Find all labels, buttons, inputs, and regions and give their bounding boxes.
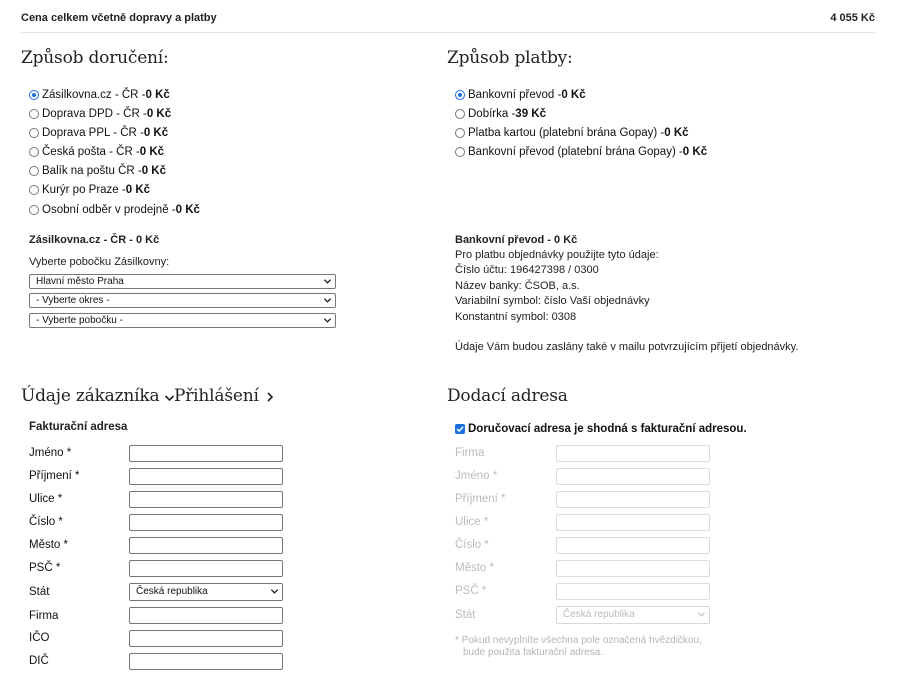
house-number-input[interactable]: [129, 514, 283, 531]
radio-selected-icon[interactable]: [455, 90, 465, 100]
street-input[interactable]: [129, 491, 283, 508]
field-label: Číslo *: [455, 539, 489, 551]
region-select-value: Hlavní město Praha: [36, 276, 124, 287]
payment-option-price: 0 Kč: [561, 89, 586, 101]
radio-icon[interactable]: [455, 128, 465, 138]
field-label: Příjmení *: [455, 493, 506, 505]
chevron-down-icon: [697, 609, 706, 620]
delivery-last-name-input[interactable]: [556, 491, 710, 508]
company-input[interactable]: [129, 607, 283, 624]
field-label: Ulice *: [455, 516, 489, 528]
delivery-country-select-value: Česká republika: [563, 609, 635, 620]
shipping-option[interactable]: [29, 144, 164, 160]
shipping-option-name: Doprava DPD - ČR -: [42, 108, 147, 120]
dic-input[interactable]: [129, 653, 283, 670]
shipping-option[interactable]: [29, 202, 200, 218]
shipping-title: Způsob doručení:: [21, 48, 169, 68]
country-select[interactable]: [129, 583, 283, 601]
delivery-note-line: * Pokud nevyplníte všechna pole označená hvězdičkou,: [455, 635, 702, 646]
shipping-option-name: Osobní odběr v prodejně -: [42, 204, 176, 216]
field-label: Stát: [455, 609, 476, 621]
shipping-option-price: 0 Kč: [141, 165, 167, 177]
payment-detail-line: Název banky: ČSOB, a.s.: [455, 280, 580, 292]
district-select-value: - Vyberte okres -: [36, 295, 110, 306]
delivery-street-input[interactable]: [556, 514, 710, 531]
shipping-option-price: 0 Kč: [146, 108, 172, 120]
region-select[interactable]: [29, 274, 336, 289]
chevron-down-icon: [323, 315, 332, 326]
delivery-city-input[interactable]: [556, 560, 710, 577]
ico-input[interactable]: [129, 630, 283, 647]
field-label: DIČ: [29, 655, 49, 667]
payment-title: Způsob platby:: [447, 48, 573, 68]
shipping-option-name: Doprava PPL - ČR -: [42, 127, 144, 139]
radio-icon[interactable]: [29, 185, 39, 195]
city-input[interactable]: [129, 537, 283, 554]
field-label: Příjmení *: [29, 470, 80, 482]
radio-icon[interactable]: [29, 109, 39, 119]
shipping-option-name: Kurýr po Praze -: [42, 184, 126, 196]
field-label: PSČ *: [455, 585, 487, 597]
payment-option-name: Bankovní převod (platební brána Gopay) -: [468, 146, 683, 158]
delivery-country-select[interactable]: [556, 606, 710, 624]
checkbox-checked-icon[interactable]: [455, 424, 465, 434]
country-select-value: Česká republika: [136, 586, 208, 597]
shipping-detail-title: Zásilkovna.cz - ČR - 0 Kč: [29, 234, 160, 246]
payment-option[interactable]: [455, 144, 707, 160]
same-address-label: Doručovací adresa je shodná s fakturační adresou.: [468, 423, 747, 435]
field-label: Stát: [29, 586, 50, 598]
radio-selected-icon[interactable]: [29, 90, 39, 100]
delivery-title: Dodací adresa: [447, 386, 568, 406]
shipping-option[interactable]: [29, 182, 150, 198]
shipping-option[interactable]: [29, 87, 170, 103]
chevron-right-icon: [265, 391, 275, 403]
delivery-first-name-input[interactable]: [556, 468, 710, 485]
shipping-option[interactable]: [29, 163, 166, 179]
branch-select[interactable]: [29, 313, 336, 328]
radio-icon[interactable]: [455, 109, 465, 119]
branch-prompt: Vyberte pobočku Zásilkovny:: [29, 256, 170, 268]
delivery-note-line: bude použita fakturační adresa.: [463, 647, 604, 658]
zip-input[interactable]: [129, 560, 283, 577]
payment-option-name: Platba kartou (platební brána Gopay) -: [468, 127, 665, 139]
tab-customer[interactable]: [21, 386, 175, 406]
field-label: Firma: [29, 610, 59, 622]
radio-icon[interactable]: [29, 166, 39, 176]
delivery-company-input[interactable]: [556, 445, 710, 462]
field-label: Číslo *: [29, 516, 63, 528]
payment-detail-line: Číslo účtu: 196427398 / 0300: [455, 264, 599, 276]
payment-option-price: 39 Kč: [515, 108, 546, 120]
payment-detail-title: Bankovní převod - 0 Kč: [455, 234, 578, 246]
payment-detail-note: Údaje Vám budou zaslány také v mailu potvrzujícím přijetí objednávky.: [455, 341, 799, 353]
shipping-option-price: 0 Kč: [175, 204, 200, 216]
tab-customer-label: Údaje zákazníka: [21, 386, 160, 406]
radio-icon[interactable]: [29, 147, 39, 157]
payment-detail-line: Konstantní symbol: 0308: [455, 311, 577, 323]
shipping-option-price: 0 Kč: [145, 89, 170, 101]
field-label: Firma: [455, 447, 485, 459]
field-label: Město *: [455, 562, 494, 574]
payment-option[interactable]: [455, 106, 546, 122]
shipping-option-name: Balík na poštu ČR -: [42, 165, 142, 177]
payment-option[interactable]: [455, 87, 586, 103]
delivery-house-number-input[interactable]: [556, 537, 710, 554]
delivery-zip-input[interactable]: [556, 583, 710, 600]
chevron-down-icon: [323, 276, 332, 287]
radio-icon[interactable]: [29, 128, 39, 138]
shipping-option[interactable]: [29, 106, 171, 122]
tab-login[interactable]: [174, 386, 275, 406]
order-total-value: 4 055 Kč: [830, 12, 875, 24]
billing-address-title: Fakturační adresa: [29, 421, 128, 433]
field-label: IČO: [29, 632, 50, 644]
shipping-option-price: 0 Kč: [125, 184, 151, 196]
field-label: Jméno *: [455, 470, 498, 482]
chevron-down-icon: [270, 586, 279, 597]
field-label: PSČ *: [29, 562, 61, 574]
order-total-bar: [21, 0, 875, 33]
shipping-option-name: Česká pošta - ČR -: [42, 146, 140, 158]
field-label: Ulice *: [29, 493, 63, 505]
payment-detail-line: Variabilní symbol: číslo Vaší objednávky: [455, 295, 650, 307]
radio-icon[interactable]: [29, 205, 39, 215]
same-address-checkbox[interactable]: [455, 421, 747, 437]
payment-option-price: 0 Kč: [682, 146, 708, 158]
field-label: Město *: [29, 539, 68, 551]
shipping-option-price: 0 Kč: [143, 127, 169, 139]
order-total-label: Cena celkem včetně dopravy a platby: [21, 12, 217, 24]
last-name-input[interactable]: [129, 468, 283, 485]
payment-option-name: Bankovní převod -: [468, 89, 562, 101]
delivery-note: [455, 635, 702, 659]
shipping-option[interactable]: [29, 125, 168, 141]
branch-select-value: - Vyberte pobočku -: [36, 315, 123, 326]
radio-icon[interactable]: [455, 147, 465, 157]
shipping-option-price: 0 Kč: [139, 146, 165, 158]
payment-option-name: Dobírka -: [468, 108, 516, 120]
shipping-option-name: Zásilkovna.cz - ČR -: [42, 89, 146, 101]
field-label: Jméno *: [29, 447, 72, 459]
tab-login-label: Přihlášení: [174, 386, 259, 406]
district-select[interactable]: [29, 293, 336, 308]
first-name-input[interactable]: [129, 445, 283, 462]
payment-option[interactable]: [455, 125, 689, 141]
payment-detail-line: Pro platbu objednávky použijte tyto údaje:: [455, 249, 659, 261]
payment-option-price: 0 Kč: [664, 127, 689, 139]
chevron-down-icon: [323, 295, 332, 306]
